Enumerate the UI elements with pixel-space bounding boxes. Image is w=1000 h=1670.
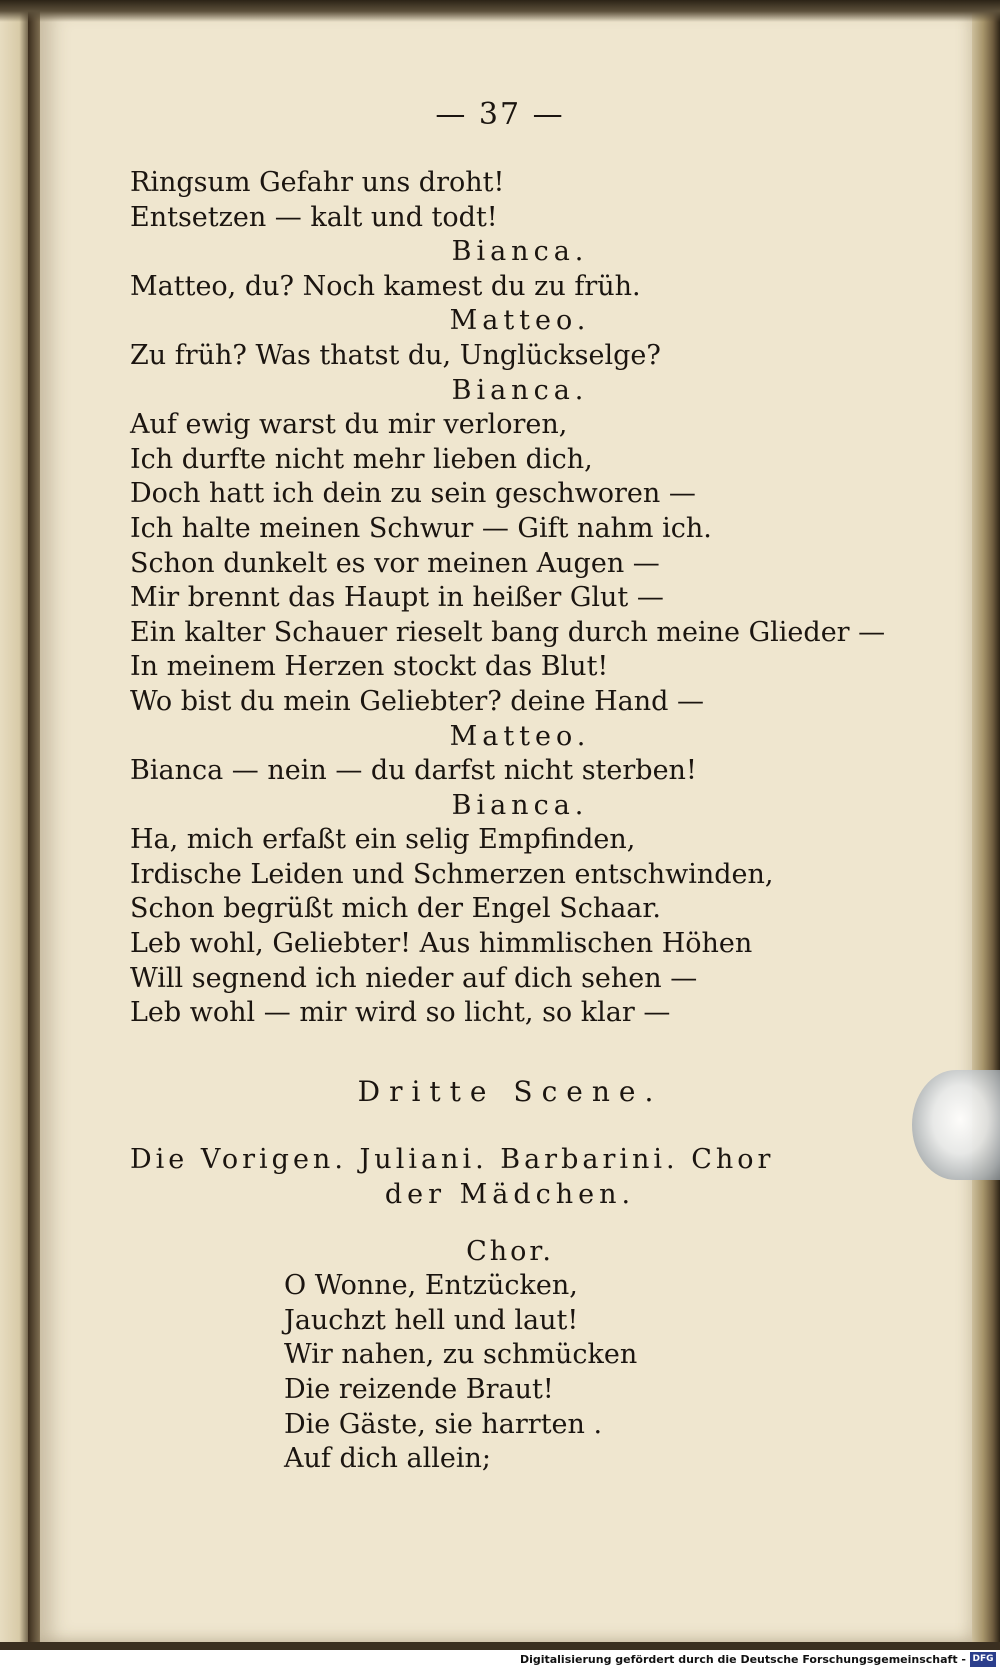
page-text	[130, 98, 890, 1477]
verse-line: Ich durfte nicht mehr lieben dich,	[130, 443, 593, 475]
verse-line: Wo bist du mein Geliebter? deine Hand —	[130, 685, 705, 717]
chor-line: Jauchzt hell und laut!	[284, 1304, 579, 1336]
chor-line: Die Gäste, sie harrten .	[284, 1408, 603, 1440]
verse-line: Leb wohl, Geliebter! Aus himmlischen Höhen	[130, 928, 753, 960]
verse-line: Mir brennt das Haupt in heißer Glut —	[130, 582, 664, 614]
verse-line: Schon dunkelt es vor meinen Augen —	[130, 547, 660, 579]
verse-line: Ha, mich erfaßt ein selig Empfinden,	[130, 824, 636, 856]
funding-credit: Digitalisierung gefördert durch die Deutsche Forschungsgemeinschaft -	[519, 1653, 966, 1666]
speaker-name: Bianca.	[451, 789, 589, 821]
speaker-name: Bianca.	[451, 374, 589, 406]
verse-line: In meinem Herzen stockt das Blut!	[130, 651, 609, 683]
verse-line: Schon begrüßt mich der Engel Schaar.	[130, 893, 661, 925]
verse-line: Doch hatt ich dein zu sein geschworen —	[130, 478, 696, 510]
stage-direction: Die Vorigen. Juliani. Barbarini. Chor	[130, 1144, 775, 1176]
verse-line: Zu früh? Was thatst du, Unglückselge?	[130, 339, 661, 371]
verse-line: Ringsum Gefahr uns droht!	[130, 167, 505, 198]
verse-line: Bianca — nein — du darfst nicht sterben!	[130, 755, 697, 787]
speaker-name: Matteo.	[449, 305, 591, 337]
verse-line: Will segnend ich nieder auf dich sehen —	[130, 962, 698, 994]
page-holder-clip	[912, 1070, 1000, 1180]
verse-line: Leb wohl — mir wird so licht, so klar —	[130, 997, 671, 1029]
chor-line: Auf dich allein;	[284, 1443, 491, 1475]
verse-line: Auf ewig warst du mir verloren,	[130, 409, 568, 441]
verse-line: Ein kalter Schauer rieselt bang durch meine Glieder —	[130, 616, 886, 648]
page-stack-edge	[972, 10, 1000, 1642]
scene-title: Dritte Scene.	[357, 1074, 663, 1108]
speaker-name: Bianca.	[451, 236, 589, 268]
verse-line: Matteo, du? Noch kamest du zu früh.	[130, 270, 641, 302]
stage-direction-continued: der Mädchen.	[384, 1179, 636, 1211]
bottom-edge	[0, 1642, 1000, 1650]
dialogue-block	[130, 166, 890, 1031]
chor-verse	[130, 1269, 890, 1477]
speaker-chor: Chor.	[466, 1235, 554, 1267]
verse-line: Entsetzen — kalt und todt!	[130, 201, 498, 233]
verse-line: Ich halte meinen Schwur — Gift nahm ich.	[130, 512, 712, 544]
chor-line: Wir nahen, zu schmücken	[284, 1339, 638, 1371]
speaker-name: Matteo.	[449, 720, 591, 752]
footer-bar	[0, 1650, 1000, 1670]
chor-line: Die reizende Braut!	[284, 1374, 554, 1405]
top-shadow	[0, 0, 1000, 22]
page-number: — 37 —	[435, 97, 565, 132]
dfg-logo: DFG	[970, 1652, 996, 1667]
chor-line: O Wonne, Entzücken,	[284, 1270, 578, 1302]
verse-line: Irdische Leiden und Schmerzen entschwinden,	[130, 858, 774, 890]
